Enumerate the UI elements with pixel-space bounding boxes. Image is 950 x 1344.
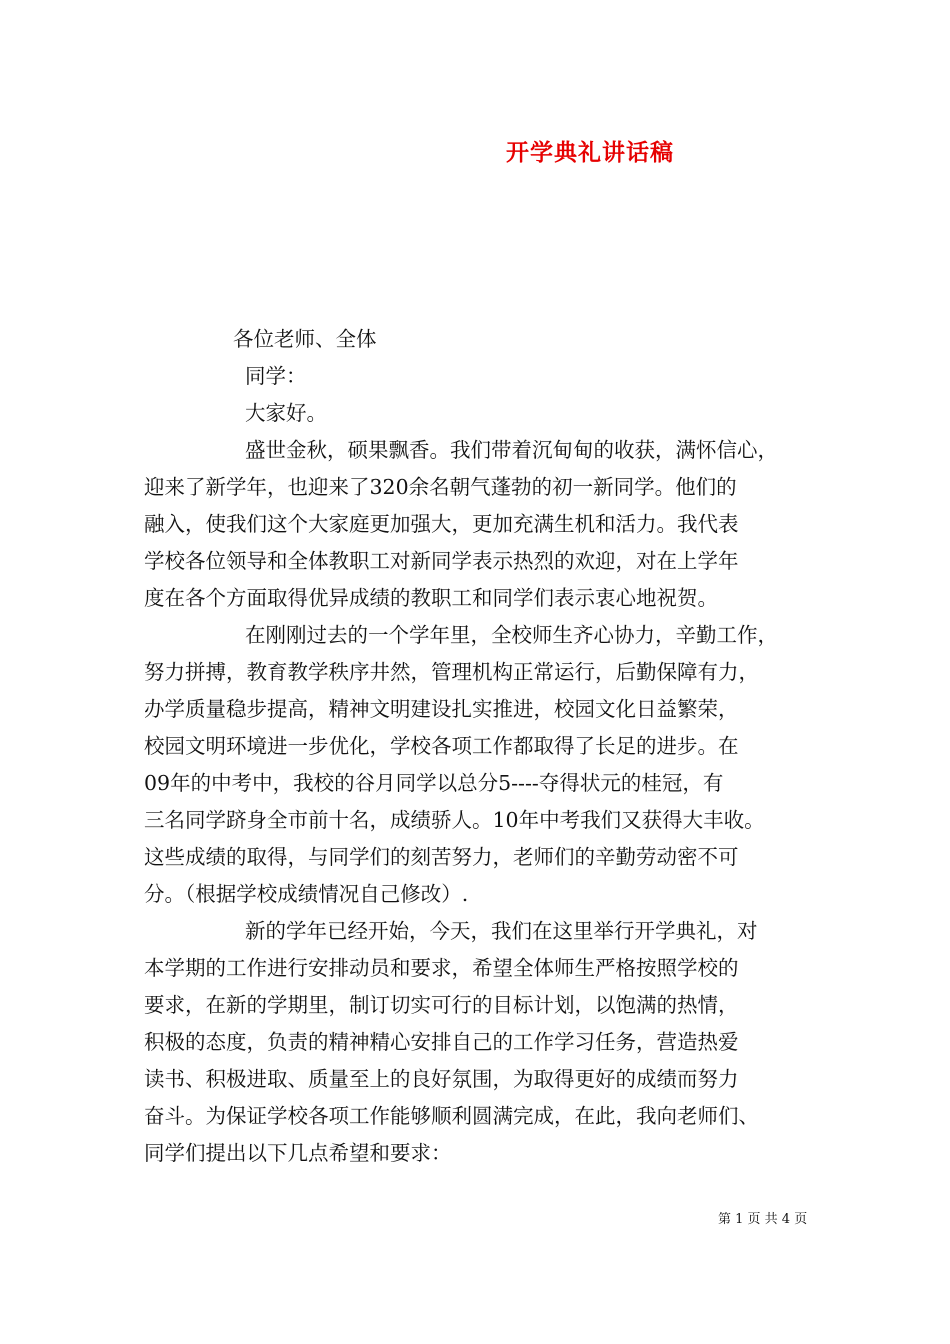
paragraph-2-line-4: 校园文明环境进一步优化，学校各项工作都取得了长足的进步。在: [144, 734, 739, 758]
paragraph-3-line-2: 本学期的工作进行安排动员和要求，希望全体师生严格按照学校的: [144, 956, 739, 980]
paragraph-1-line-5: 度在各个方面取得优异成绩的教职工和同学们表示衷心地祝贺。: [144, 586, 718, 610]
paragraph-1-line-4: 学校各位领导和全体教职工对新同学表示热烈的欢迎，对在上学年: [144, 549, 739, 573]
paragraph-3-line-6: 奋斗。为保证学校各项工作能够顺利圆满完成，在此，我向老师们、: [144, 1104, 759, 1128]
paragraph-2-line-6: 三名同学跻身全市前十名，成绩骄人。10年中考我们又获得大丰收。: [144, 808, 765, 832]
paragraph-2-line-2: 努力拼搏，教育教学秩序井然，管理机构正常运行，后勤保障有力，: [144, 660, 759, 684]
paragraph-1-line-3: 融入，使我们这个大家庭更加强大，更加充满生机和活力。我代表: [144, 512, 739, 536]
paragraph-2-line-3: 办学质量稳步提高，精神文明建设扎实推进，校园文化日益繁荣，: [144, 697, 739, 721]
document-title: 开学典礼讲话稿: [506, 139, 674, 166]
paragraph-1-line-2: 迎来了新学年，也迎来了320余名朝气蓬勃的初一新同学。他们的: [144, 475, 737, 499]
salutation-line-1: 各位老师、全体: [233, 327, 377, 351]
paragraph-3-line-4: 积极的态度，负责的精神精心安排自己的工作学习任务，营造热爱: [144, 1030, 739, 1054]
paragraph-2-line-8: 分。（根据学校成绩情况自己修改）.: [144, 882, 469, 906]
greeting: 大家好。: [245, 401, 327, 425]
page-number-footer: 第 1 页 共 4 页: [718, 1212, 808, 1227]
paragraph-3-line-5: 读书、积极进取、质量至上的良好氛围，为取得更好的成绩而努力: [144, 1067, 739, 1091]
paragraph-2-line-7: 这些成绩的取得，与同学们的刻苦努力，老师们的辛勤劳动密不可: [144, 845, 739, 869]
paragraph-3-line-1: 新的学年已经开始，今天，我们在这里举行开学典礼，对: [245, 919, 758, 943]
salutation-line-2: 同学：: [245, 364, 307, 388]
paragraph-2-line-1: 在刚刚过去的一个学年里，全校师生齐心协力，辛勤工作，: [245, 623, 778, 647]
paragraph-3-line-3: 要求，在新的学期里，制订切实可行的目标计划，以饱满的热情，: [144, 993, 739, 1017]
paragraph-2-line-5: 09年的中考中，我校的谷月同学以总分5----夺得状元的桂冠，有: [144, 771, 724, 795]
paragraph-3-line-7: 同学们提出以下几点希望和要求：: [144, 1141, 452, 1165]
paragraph-1-line-1: 盛世金秋，硕果飘香。我们带着沉甸甸的收获，满怀信心，: [245, 438, 778, 462]
